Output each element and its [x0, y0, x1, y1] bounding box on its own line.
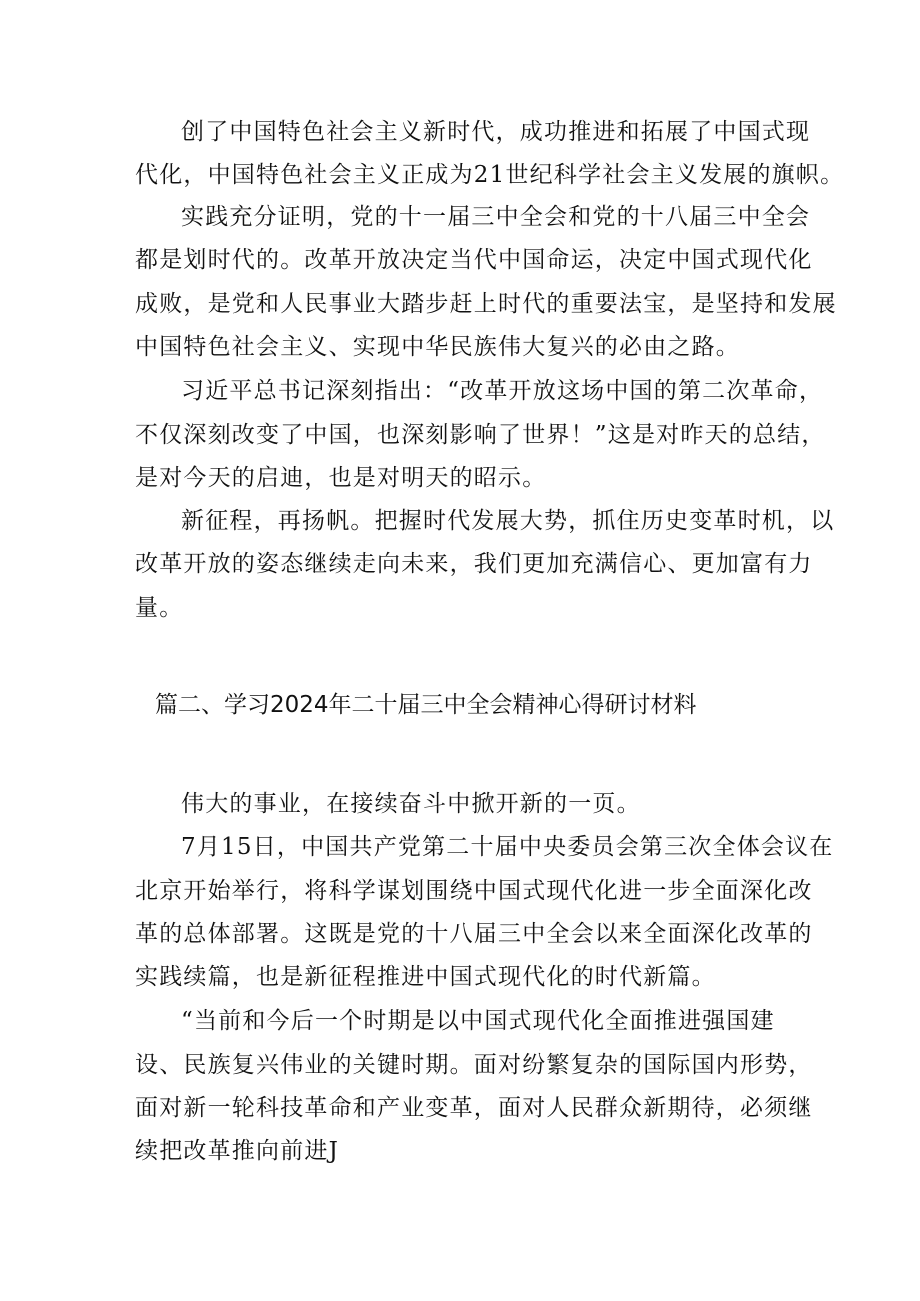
- paragraph-line: 革的总体部署。这既是党的十八届三中全会以来全面深化改革的: [135, 921, 813, 947]
- paragraph-line: 改革开放的姿态继续走向未来，我们更加充满信心、更加富有力: [135, 551, 813, 577]
- paragraph-line: 创了中国特色社会主义新时代，成功推进和拓展了中国式现: [181, 119, 811, 145]
- paragraph-line: 不仅深刻改变了中国，也深刻影响了世界！”这是对昨天的总结，: [135, 422, 826, 448]
- paragraph-line: 伟大的事业，在接续奋斗中掀开新的一页。: [181, 791, 641, 817]
- paragraph-line: 中国特色社会主义、实现中华民族伟大复兴的必由之路。: [135, 334, 740, 360]
- paragraph-line: 新征程，再扬帆。把握时代发展大势，抓住历史变革时机，以: [181, 508, 835, 534]
- paragraph-line: 续把改革推向前进J: [135, 1138, 340, 1164]
- paragraph-line: 习近平总书记深刻指出：“改革开放这场中国的第二次革命，: [181, 378, 824, 404]
- paragraph-line: 面对新一轮科技革命和产业变革，面对人民群众新期待，必须继: [135, 1095, 813, 1121]
- paragraph-line: 实践续篇，也是新征程推进中国式现代化的时代新篇。: [135, 964, 716, 990]
- paragraph-line: 实践充分证明，党的十一届三中全会和党的十八届三中全会: [181, 204, 811, 230]
- paragraph-line: 是对今天的启迪，也是对明天的昭示。: [135, 465, 547, 491]
- paragraph-line: 设、民族复兴伟业的关键时期。面对纷繁复杂的国际国内形势，: [135, 1052, 813, 1078]
- paragraph-line: 成败，是党和人民事业大踏步赶上时代的重要法宝，是坚持和发展: [135, 291, 837, 317]
- paragraph-line: 都是划时代的。改革开放决定当代中国命运，决定中国式现代化: [135, 247, 813, 273]
- paragraph-line: “当前和今后一个时期是以中国式现代化全面推进强国建: [181, 1008, 775, 1034]
- paragraph-line: 量。: [135, 595, 184, 621]
- section-heading: 篇二、学习2024年二十届三中全会精神心得研讨材料: [155, 692, 697, 718]
- paragraph-line: 7月15日，中国共产党第二十届中央委员会第三次全体会议在: [181, 834, 834, 860]
- paragraph-line: 北京开始举行，将科学谋划围绕中国式现代化进一步全面深化改: [135, 878, 813, 904]
- paragraph-line: 代化，中国特色社会主义正成为21世纪科学社会主义发展的旗帜。: [135, 162, 845, 188]
